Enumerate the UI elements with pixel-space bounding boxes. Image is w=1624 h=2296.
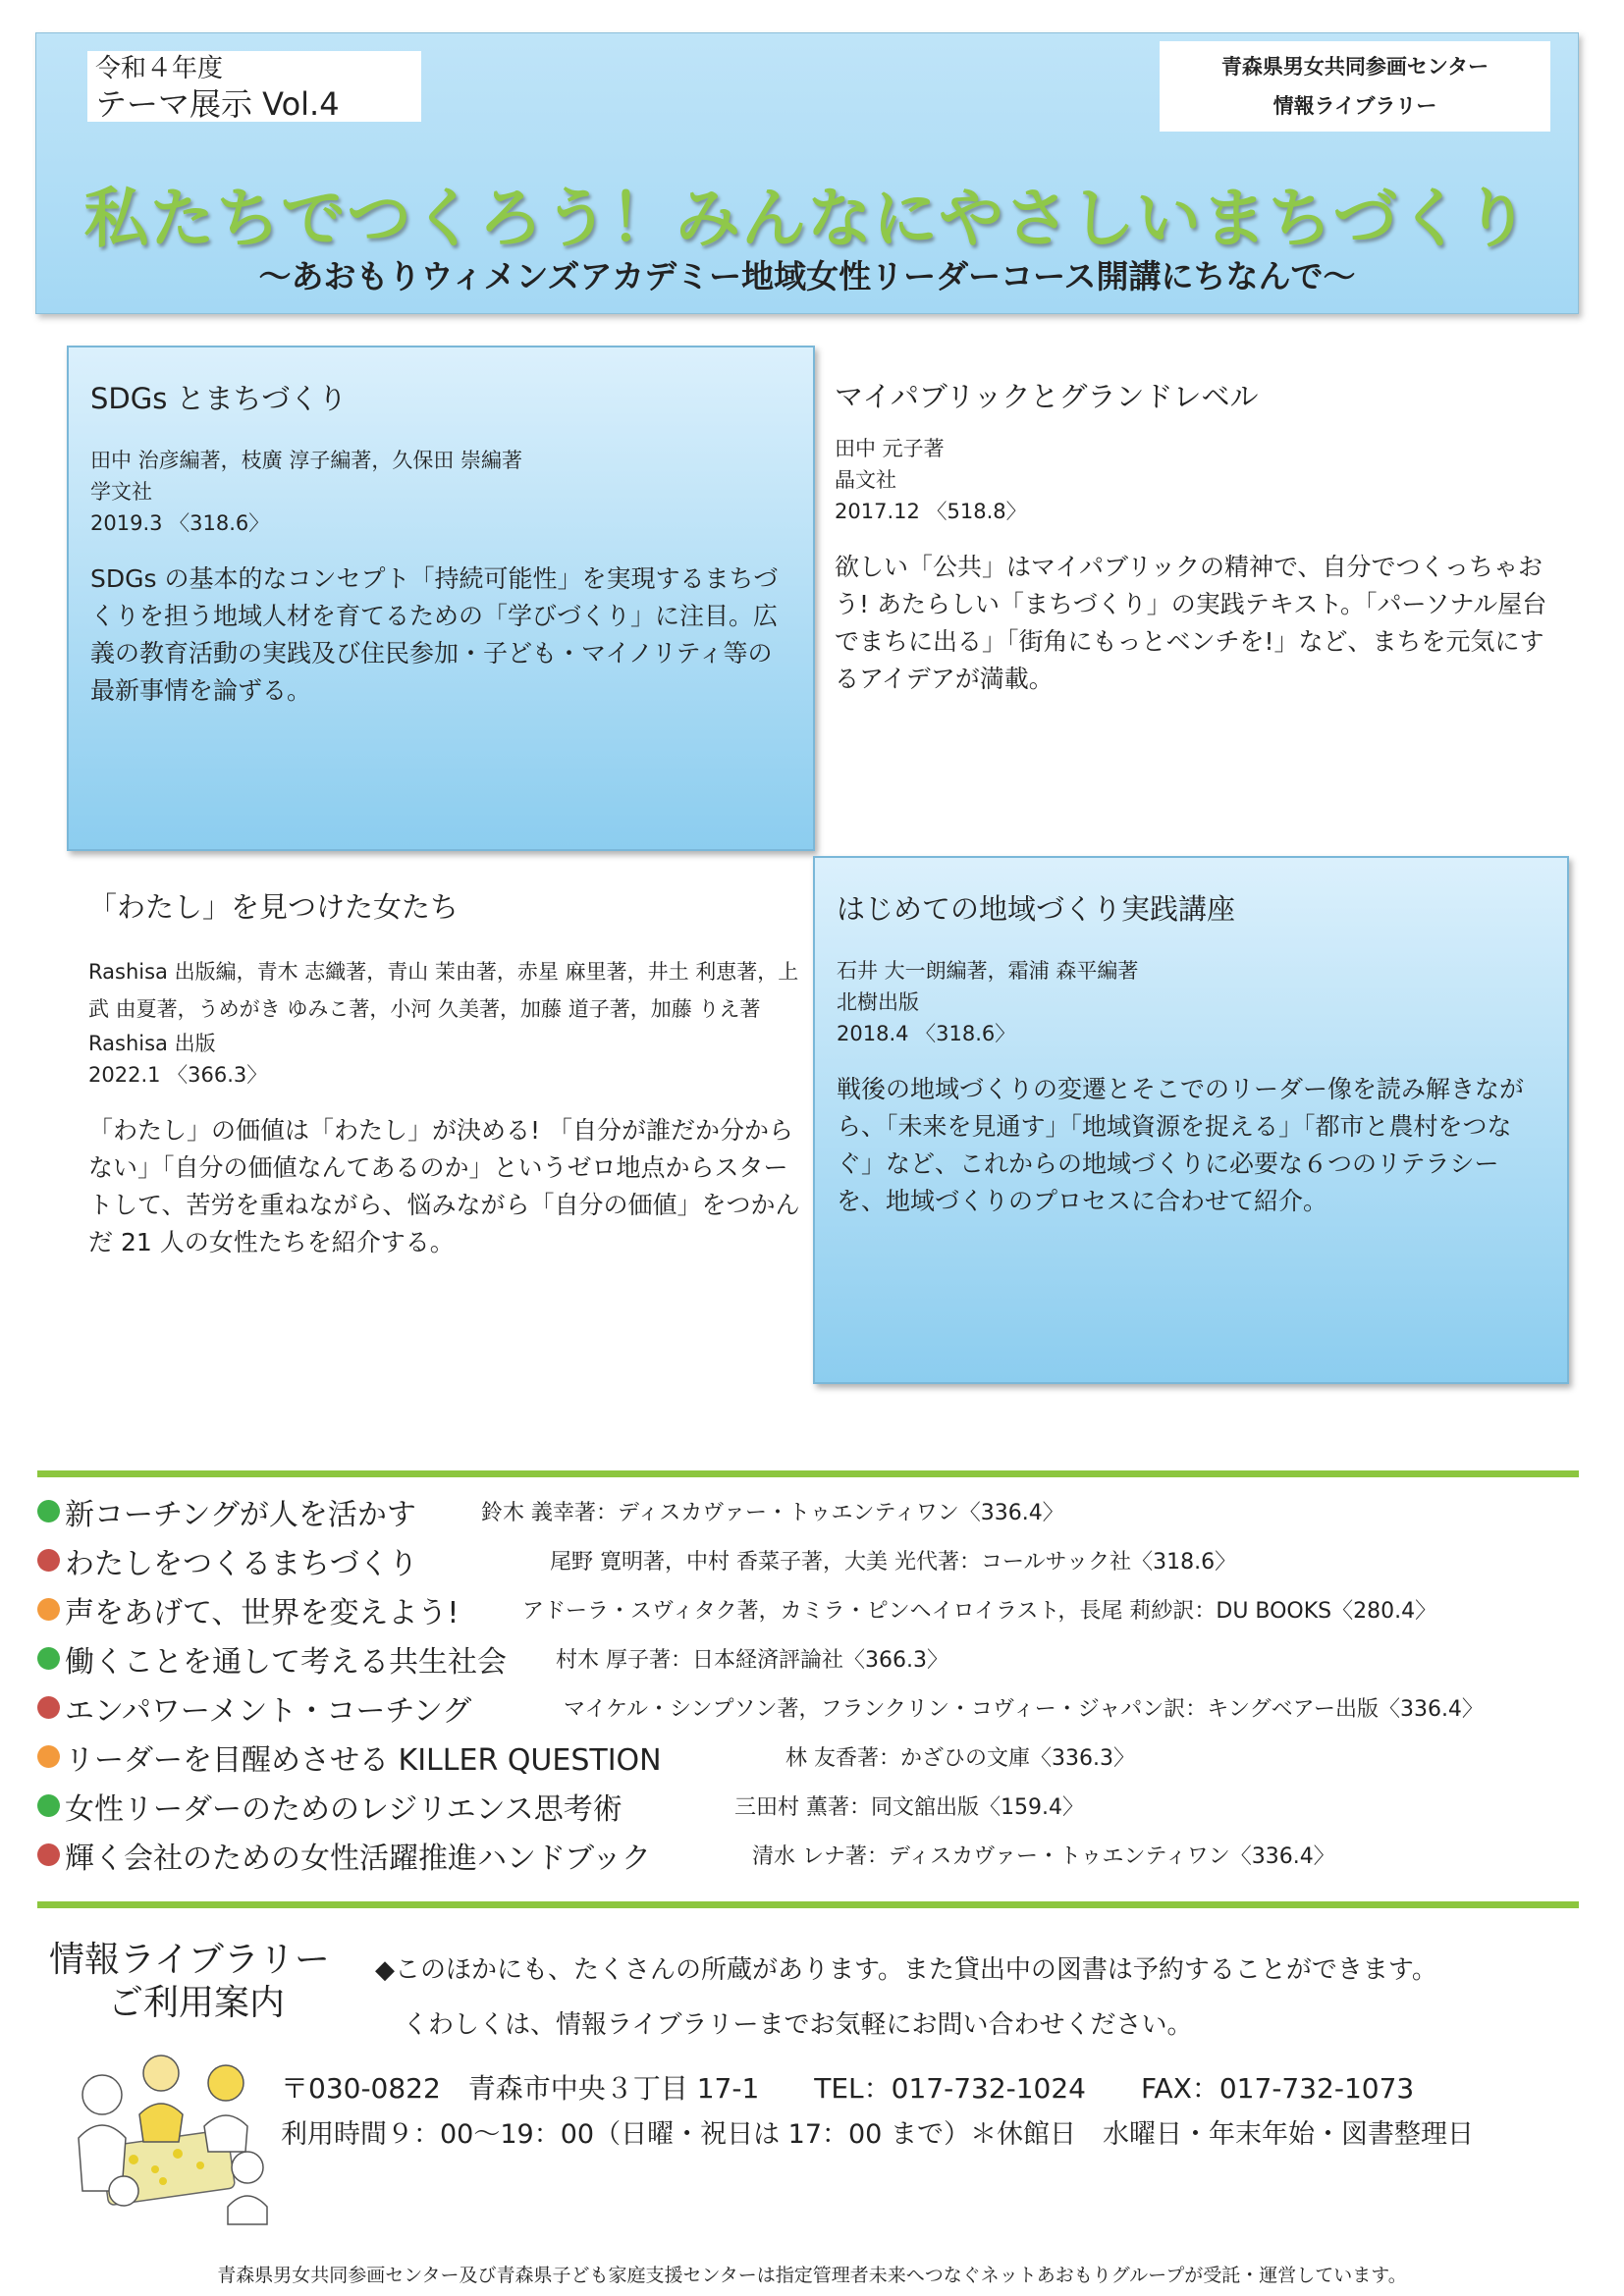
book-date-code: 2017.12 〈518.8〉 (835, 500, 1027, 523)
list-item-title: 働くことを通して考える共生社会 (65, 1645, 507, 1680)
list-item (37, 1834, 1589, 1883)
page-subtitle: ～あおもりウィメンズアカデミー地域女性リーダーコース開講にちなんで～ (258, 257, 1356, 295)
exhibit-series: テーマ展示 Vol.4 (95, 85, 340, 123)
book-description: 戦後の地域づくりの変遷とそこでのリーダー像を読み解きながら、「未来を見通す」「地域資源を捉える」「都市と農村をつなぐ」など、これからの地域づくりに必要な６つのリテラシーを、地域づくりのプロセスに合わせて紹介。 (837, 1075, 1525, 1215)
fiscal-year: 令和４年度 (95, 54, 224, 83)
list-item-info: 林 友香著：かざひの文庫〈336.3〉 (785, 1746, 1135, 1771)
list-item (37, 1539, 1589, 1588)
bullet-icon (37, 1500, 60, 1522)
page-title: 私たちでつくろう！みんなにやさしいまちづくり (83, 181, 1531, 256)
book-title: 「わたし」を見つけた女たち (88, 890, 460, 924)
guide-title-line2: ご利用案内 (108, 1983, 286, 2023)
bullet-icon (37, 1647, 60, 1670)
opening-hours: 利用時間９：00～19：00（日曜・祝日は 17：00 まで）＊休館日 水曜日・年末年始・図書整理日 (281, 2119, 1474, 2150)
list-item-info: 清水 レナ著：ディスカヴァー・トゥエンティワン〈336.4〉 (752, 1844, 1335, 1869)
book-authors: Rashisa 出版編，青木 志織著，青山 茉由著，赤星 麻里著，井土 利恵著，上武 由夏著，うめがき ゆみこ著，小河 久美著，加藤 道子著，加藤 りえ著 (88, 960, 799, 1021)
library-guide-title (49, 1939, 330, 2025)
book-publisher: 学文社 (90, 480, 152, 504)
header-banner (35, 32, 1579, 314)
list-item-title: 女性リーダーのためのレジリエンス思考術 (65, 1792, 623, 1827)
book-description: SDGs の基本的なコンセプト「持続可能性」を実現するまちづくりを担う地域人材を育てるための「学びづくり」に注目。広義の教育活動の実践及び住民参加・子ども・マイノリティ等の最新事情を論ずる。 (90, 564, 779, 705)
list-item-info: 尾野 寛明著，中村 香菜子著，大美 光代著：コールサック社〈318.6〉 (550, 1550, 1237, 1575)
list-item (37, 1785, 1589, 1834)
list-item (37, 1686, 1589, 1735)
divider-bottom (37, 1901, 1579, 1908)
book-title: はじめての地域づくり実践講座 (837, 892, 1236, 926)
bullet-icon (37, 1696, 60, 1719)
bullet-icon (37, 1745, 60, 1768)
book-description: 「わたし」の価値は「わたし」が決める! 「自分が誰だか分からない」「自分の価値なんてあるのか」というゼロ地点からスタートして、苦労を重ねながら、悩みながら「自分の価値」をつかんだ 21 人の女性たちを紹介する。 (88, 1116, 800, 1256)
management-note: 青森県男女共同参画センター及び青森県子ども家庭支援センターは指定管理者未来へつなぐネットあおもりグループが受託・運営しています。 (217, 2265, 1407, 2286)
list-item-title: わたしをつくるまちづくり (65, 1547, 418, 1581)
book-title: マイパブリックとグランドレベル (835, 380, 1259, 413)
book-date-code: 2019.3 〈318.6〉 (90, 511, 270, 535)
list-item-title: 輝く会社のための女性活躍推進ハンドブック (65, 1842, 651, 1876)
list-item-info: マイケル・シンプソン著，フランクリン・コヴィー・ジャパン訳：キングベアー出版〈336.4〉 (564, 1697, 1484, 1722)
community-illustration (65, 2044, 279, 2226)
bullet-icon (37, 1549, 60, 1572)
bullet-icon (37, 1794, 60, 1817)
library-name: 情報ライブラリー (1272, 94, 1437, 118)
list-item-title: リーダーを目醒めさせる KILLER QUESTION (65, 1743, 662, 1778)
book-card (813, 856, 1569, 1384)
list-item (37, 1637, 1589, 1686)
book-card (813, 346, 1579, 699)
list-item (37, 1735, 1589, 1785)
inquiry-note: くわしくは、情報ライブラリーまでお気軽にお問い合わせください。 (403, 2010, 1193, 2040)
book-title: SDGs とまちづくり (90, 382, 348, 415)
book-publisher: Rashisa 出版 (88, 1032, 216, 1055)
exhibit-label (87, 51, 421, 122)
book-authors: 田中 元子著 (835, 437, 945, 460)
list-item-info: アドーラ・スヴィタク著，カミラ・ピンヘイロイラスト，長尾 莉紗訳：DU BOOKS〈280.4〉 (522, 1599, 1437, 1624)
book-date-code: 2022.1 〈366.3〉 (88, 1063, 268, 1087)
list-item (37, 1588, 1589, 1637)
list-item-info: 村木 厚子著：日本経済評論社〈366.3〉 (556, 1648, 948, 1673)
book-date-code: 2018.4 〈318.6〉 (837, 1022, 1016, 1045)
book-card (67, 856, 823, 1327)
book-publisher: 北樹出版 (837, 990, 919, 1014)
book-description: 欲しい「公共」はマイパブリックの精神で、自分でつくっちゃおう! あたらしい「まちづくり」の実践テキスト。「パーソナル屋台でまちに出る」「街角にもっとベンチを!」など、まちを元気にするアイデアが満載。 (835, 553, 1547, 693)
book-publisher: 晶文社 (835, 468, 896, 492)
list-item-title: 声をあげて、世界を変えよう! (65, 1596, 460, 1630)
guide-title-line1: 情報ライブラリー (49, 1940, 330, 1980)
list-item-title: 新コーチングが人を活かす (65, 1498, 416, 1532)
collection-note: ◆このほかにも、たくさんの所蔵があります。また貸出中の図書は予約することができます。 (375, 1955, 1437, 1985)
list-item (37, 1490, 1589, 1539)
list-item-info: 鈴木 義幸著：ディスカヴァー・トゥエンティワン〈336.4〉 (481, 1501, 1064, 1525)
book-authors: 石井 大一朗編著，霜浦 森平編著 (837, 959, 1139, 983)
bullet-icon (37, 1598, 60, 1621)
organization-label (1160, 41, 1550, 132)
org-name: 青森県男女共同参画センター (1220, 55, 1489, 79)
list-item-info: 三田村 薫著：同文舘出版〈159.4〉 (734, 1795, 1084, 1820)
book-authors: 田中 治彦編著，枝廣 淳子編著，久保田 崇編著 (90, 449, 523, 472)
list-item-title: エンパワーメント・コーチング (65, 1694, 472, 1729)
book-list (37, 1490, 1589, 1883)
bullet-icon (37, 1843, 60, 1866)
book-card (67, 346, 815, 851)
address-contact: 〒030-0822 青森市中央３丁目 17-1 TEL：017-732-1024 FAX：017-732-1073 (281, 2072, 1415, 2105)
divider-top (37, 1470, 1579, 1477)
